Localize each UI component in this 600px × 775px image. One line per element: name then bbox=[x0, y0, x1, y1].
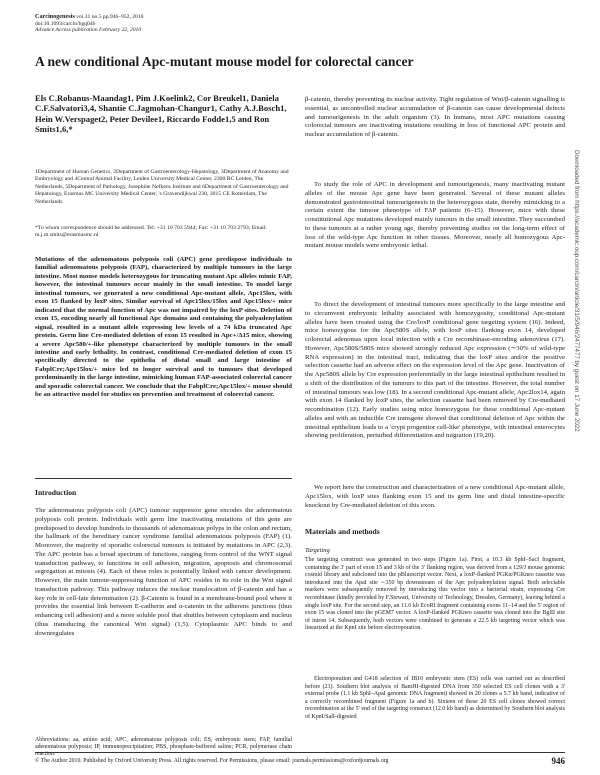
footer-divider bbox=[35, 752, 565, 753]
journal-header bbox=[35, 14, 143, 34]
affiliations: 1Department of Human Genetics, 2Department of Gastroenterology-Hepatology, 3Department of Anatomy and Embryology and 4Central Animal Facility, Leiden University Medical Center, 2300 RC Leiden, The Netherlands, 5Department of Pathology, Josephine Nefkens Institute and 6Department of Gastroenterology and Hepatology, Erasmus MC University Medical Center, 's Gravendijkwal 230, 3015 CE Rotterdam, The Netherlands bbox=[35, 169, 289, 205]
doi: doi:10.1093/carcin/bgq046 bbox=[35, 20, 96, 27]
download-note: Downloaded from https://academic.oup.com/carcin/article/31/5/946/2477477 by guest on 17 June 2022 bbox=[573, 150, 580, 432]
introduction-heading: Introduction bbox=[35, 488, 77, 497]
targeting-paragraph-1: The targeting construct was generated in two steps (Figure 1a). First, a 10.3 kb SphI–SacI fragment, containing the 3' part of exon 15 and 3 kb of the 3' flanking region, was derived from a 129/J mouse genomic cosmid library and subcloned into the pBluescript vector. Next, a loxP-flanked PGKα/PGKneo cassette was introduced into the ApaI site ∼350 bp downstream of the Apc polyadenylation signal. Both selectable markers were subsequently removed by introducing this vector into a bacterial strain, expressing Cre recombinase (kindly provided by F.Stewart, University of Technology, Dresden, Germany), leaving behind a single loxP site. For the second step, an 11.6 kb EcoRI fragment containing exons 11–14 and the 5' region of exon 15 was cloned into the pGEM7 vector. A loxP-flanked PGKneo cassette was cloned into the BglII site of intron 14. Subsequently, both vectors were combined to generate a 22.5 kb targeting vector which was linearized at the KpnI site before electroporation. bbox=[305, 557, 565, 632]
body-paragraph-4: We report here the construction and characterization of a new conditional Apc-mutant allele, Apc15lox, with loxP sites flanking exon 15 and its germ line and distal intestine-specific knockout by Cre-mediated deletion of this exon. bbox=[305, 484, 565, 509]
abbreviations: Abbreviations: aa, amino acid; APC, adenomatous polyposis coli; ES, embryonic stem; FAP, familial adenomatous polyposis; IP, immunoprecipitation; PBS, phosphate-buffered saline; PCR, polymerase chain reaction. bbox=[35, 737, 292, 757]
author-list: Els C.Robanus-Maandag1, Pim J.Koelink2, Cor Breukel1, Daniela C.F.Salvatori3,4, Shantie C.Jagmohan-Changur1, Cathy A.J.Bosch1, Hein W.Verspaget2, Peter Devilee1, Riccardo Fodde1,5 and Ron Smits1,6,* bbox=[35, 93, 287, 134]
footer bbox=[35, 758, 565, 764]
citation: vol.31 no.5 pp.946–952, 2010 bbox=[76, 14, 144, 20]
copyright-notice: © The Author 2010. Published by Oxford University Press. All rights reserved. For Permissions, please email: journals.permissions@oxfordjournals.org bbox=[35, 758, 389, 764]
download-watermark bbox=[572, 150, 582, 610]
methods-heading: Materials and methods bbox=[305, 527, 380, 536]
body-paragraph-1: β-catenin, thereby preventing its nuclear activity. Tight regulation of Wnt/β-catenin signalling is essential, as uncontrolled nuclear accumulation of β-catenin can cause developmental defects and tumourigenesis in the adult organism (3). In humans, most APC mutations causing colorectal tumours are inactivating mutations resulting in loss of functional APC protein and nuclear accumulation of β-catenin. bbox=[305, 96, 565, 138]
abstract: Mutations of the adenomatous polyposis coli (APC) gene predispose individuals to familial adenomatous polyposis (FAP), characterized by multiple tumours in the large intestine. Most mouse models heterozygous for truncating mutant Apc alleles mimic FAP, however, the intestinal tumours occur mainly in the small intestine. To model large intestinal tumours, we generated a new conditional Apc-mutant allele, Apc15lox, with exon 15 flanked by loxP sites. Similar survival of Apc15lox/15lox and Apc15lox/+ mice indicated that the normal function of Apc was not impaired by the loxP sites. Deletion of exon 15, encoding nearly all functional Apc domains and containing the polyadenylation signal, resulted in a mutant allele expressing low levels of a 74 kDa truncated Apc protein. Germ line Cre-mediated deletion of exon 15 resulted in Apc+/Δ15 mice, showing a severe Apc580/+-like phenotype characterized by multiple tumours in the small intestine and early lethality. In contrast, conditional Cre-mediated deletion of exon 15 specifically directed to the epithelia of distal small and large intestine of FabplCre;Apc15lox/+ mice led to longer survival and to tumours that developed predominantly in the large intestine, mimicking human FAP-associated colorectal cancer and sporadic colorectal cancer. We conclude that the FabplCre;Apc15lox/+ mouse should be an attractive model for studies on prevention and treatment of colorectal cancer. bbox=[35, 256, 292, 399]
body-paragraph-3: To direct the development of intestinal tumours more specifically to the large intestine and to circumvent embryonic lethality associated with homozygosity, conditional Apc-mutant alleles have been created using the Cre/loxP conditional gene targeting system (16). Indeed, mice homozygous for the Apc580S allele, with loxP sites flanking exon 14, developed colorectal adenomas upon local infection with a Cre recombinase-encoding adenovirus (17). However, Apc580S/580S mice showed strongly reduced Apc expression (∼30% of wild-type RNA expression) in the intestinal tract, indicating that the loxP sites and/or the positive selection cassette had an adverse effect on the expression level of the Apc gene. Inactivation of the Apc580S allele by Cre expression preferentially in the large intestinal epithelium resulted in a shift of the distribution of the tumours to this part of the intestine. However, the total number of intestinal tumours was low (18). In a second conditional Apc-mutant allele, Apc2lox14, again with exon 14 flanked by loxP sites, the selection cassette had been removed by Cre-mediated recombination (12). Early studies using mice homozygous for these conditional Apc-mutant alleles and with an inducible Cre transgene showed that conditional deletion of Apc within the intestinal epithelium leads to a 'crypt progenitor cell-like' phenotype, with intestinal enterocytes showing proliferation, perturbed differentiation and migration (19,20). bbox=[305, 301, 565, 440]
targeting-paragraph-2: Electroporation and G418 selection of IB10 embryonic stem (ES) cells was carried out as described before (21). Southern blot analysis of BamHI-digested DNA from 350 selected ES cell clones with a 3' external probe (1.1 kb SphI–ApaI genomic DNA fragment) showed in 20 clones a 5.7 kb band, indicative of a correctly recombined fragment (Figure 1a and b). Sixteen of these 20 ES cell clones showed correct recombination at the 5' end of the targeting construct (12.0 kb band) as determined by Southern blot analysis of KpnI/SalI-digested bbox=[305, 676, 565, 720]
targeting-heading: Targeting bbox=[305, 547, 330, 554]
advance-access: Advance Access publication February 22, 2010 bbox=[35, 27, 142, 34]
article-title: A new conditional Apc-mutant mouse model for colorectal cancer bbox=[35, 54, 414, 69]
divider bbox=[35, 478, 292, 479]
page-number: 946 bbox=[551, 756, 565, 766]
journal-name: Carcinogenesis bbox=[35, 13, 75, 20]
body-paragraph-2: To study the role of APC in development and tumourigenesis, many inactivating mutant alleles of the mouse Apc gene have been generated. Several of these mutant alleles demonstrated gastrointestinal tumourigenesis in the heterozygous state, thereby mimicking to a certain extent the tumour phenotype of FAP patients (6–15). However, mice with these constitutional Apc mutations developed mainly tumours in the small intestine. They succumbed to these tumours at a rather young age, thereby preventing studies on the long-term effect of loss of the wild-type Apc function in other tissues. Moreover, nearly all homozygous Apc-mutant mouse models were embryonic lethal. bbox=[305, 181, 565, 250]
correspondence: *To whom correspondence should be addressed. Tel: +31 10 703 5944; Fax: +31 10 703 2793; Email: m.j.m.smits@erasmusmc.nl bbox=[35, 225, 267, 239]
introduction-text: The adenomatous polyposis coli (APC) tumour suppressor gene encodes the adenomatous polyposis coli protein. Individuals with germ line inactivating mutations of this gene are predisposed to develop hundreds to thousands of adenomatous polyps in the colon and rectum, the hallmark of the hereditary cancer syndrome familial adenomatous polyposis (FAP) (1). Moreover, the majority of sporadic colorectal tumours is initiated by mutations in APC (2,3). The APC protein has a broad spectrum of functions, ranging from control of the WNT signal transduction pathway, to functions in cell adhesion, migration, apoptosis and chromosomal segregation at mitosis (4). Each of these roles is potentially linked with cancer development. However, the main tumour-suppressing function of APC resides in its role in the Wnt signal transduction pathway. This pathway induces the nuclear translocation of β-catenin and has a key role in cell-fate determination (2). β-Catenin is found in a membrane-bound pool where it provides the essential link between E-cadherin and α-catenin in the adherens junctions (thus enhancing cell adhesion) and a more soluble pool that shuttles between cytoplasm and nucleus (thus transducing the canonical Wnt signal) (1,5). Cytoplasmic APC binds to and downregulates bbox=[35, 507, 292, 637]
